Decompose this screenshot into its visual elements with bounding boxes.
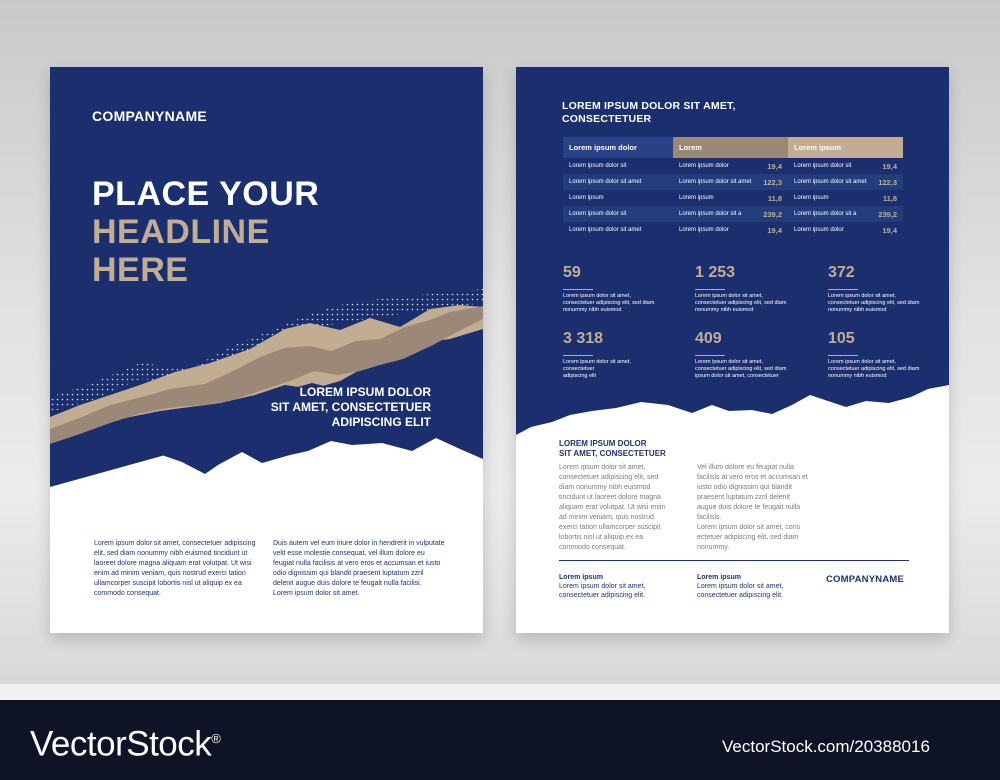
stat-block [563,330,658,380]
stat-block [695,330,790,380]
stat-block [695,264,790,314]
inner-title [562,100,736,126]
table-header-cell: Lorem ipsum [788,137,903,158]
table-value: 11,8 [882,193,897,203]
front-subheading-line: ADIPISCING ELIT [331,415,431,429]
stat-text: consectetuer adipiscing elit, sed diam [828,366,920,372]
stat-text: consectetuer adipiscing elit, sed diam [695,366,787,372]
stat-value: 59 [563,264,581,281]
body-text-line: delenit augue duis dolore te feugait nulla facilisi. [273,580,422,587]
brand-name: VectorStock [30,724,212,764]
body-text-line: nonummy. [697,544,730,551]
footer-text: Lorem ipsum dolor sit amet, [697,583,784,590]
table-header-row [563,137,903,158]
body-text-line: exerci tation ullamcorper suscipit [559,524,661,531]
inner-subheading [559,439,666,459]
table-cell: Lorem ipsum dolor sit amet [569,227,642,233]
stat-divider [828,355,858,356]
stat-block [563,264,658,314]
inner-subheading-line: LOREM IPSUM DOLOR [559,439,647,448]
body-text-line: Duis autem vel eum iriure dolor in hendrerit in vulputate [273,540,445,547]
table-cell: Lorem ipsum [569,195,604,201]
body-text-line: commodo consequat. [559,544,626,551]
inner-text-column-1 [559,463,689,553]
inner-subheading-line: SIT AMET, CONSECTETUER [559,449,666,458]
table-cell: Lorem ipsum [679,195,714,201]
table-cell: Lorem ipsum dolor sit a [788,206,873,222]
stat-value: 105 [828,330,855,347]
stat-text: consectetuer adipiscing elit, sed diam [563,300,655,306]
stat-block [828,330,923,380]
table-value: 122,3 [758,174,788,190]
body-text-line: consectetuer adipiscing elit, sed [559,474,659,481]
image-id: VectorStock.com/20388016 [722,737,930,756]
stat-text: Lorem ipsum dolor sit amet, [828,293,896,299]
footer-company-name: COMPANYNAME [826,574,905,585]
stat-divider [695,289,725,290]
body-text-line: iusto odio dignissim qui blandit [697,484,792,491]
stat-text: nonummy nibh euismod [828,373,887,379]
headline-line-1: PLACE YOUR [92,175,320,213]
stat-text: Lorem ipsum dolor sit amet, [828,359,896,365]
inner-title-line: LOREM IPSUM DOLOR SIT AMET, [562,100,736,112]
table-row [563,206,903,222]
footer-text: consectetuer adipiscing elit. [697,592,783,599]
front-subheading-line: SIT AMET, CONSECTETUER [270,400,431,414]
table-row [563,174,903,190]
table-cell: Lorem ipsum dolor sit [569,163,627,169]
stat-text: adipiscing elit [563,373,597,379]
body-text-line: feugiat nulla facilisis at vero eros et accumsan et iusto [273,560,441,567]
inner-text-column-2 [697,463,827,553]
table-value: 19,4 [767,225,782,235]
brand-logo [30,719,220,765]
body-text-line: odio dignissim qui blandit praesent luptatum zzril [273,570,424,577]
body-text-line: facilisis at vero eros et accumsan et [697,474,808,481]
body-text-line: commodo consequat. [94,590,161,597]
body-text-line: velit esse molestie consequat, vel illum dolore eu [273,550,425,557]
body-text-line: diam nonummy nibh euismod [559,484,651,491]
table-row [563,222,903,238]
stat-text: nonummy nibh euismod [695,307,754,313]
front-subheading-line: LOREM IPSUM DOLOR [299,385,431,399]
table-cell: Lorem ipsum dolor [679,227,729,233]
body-text-line: Vel illum dolore eu feugiat nulla [697,464,794,471]
body-text-line: lobortis nisl ut aliquip ex ea [559,534,644,541]
backdrop-floor [0,684,1000,700]
stat-value: 372 [828,264,855,281]
table-cell: Lorem ipsum [794,195,829,201]
front-subheading [231,385,431,430]
footer-column-1 [559,573,645,600]
stat-text: Lorem ipsum dolor sit amet, [695,293,763,299]
body-text-line: praesent luptatum zzril delenit [697,494,790,501]
table-cell: Lorem ipsum dolor [679,163,729,169]
table-cell: Lorem ipsum dolor sit [563,206,673,222]
inner-title-line: CONSECTETUER [562,113,652,125]
table-cell: Lorem ipsum dolor [794,227,844,233]
stat-divider [563,289,593,290]
stat-text: consectetuer adipiscing elit, sed diam [828,300,920,306]
footer-divider [559,560,909,561]
stat-value: 3 318 [563,330,604,347]
stat-divider [828,289,858,290]
table-cell: Lorem ipsum dolor sit [794,163,852,169]
stat-block [828,264,923,314]
footer-column-2 [697,573,783,600]
stat-value: 409 [695,330,722,347]
stat-divider [563,355,593,356]
table-value: 11,8 [767,193,782,203]
stat-text: consectetuer adipiscing elit, sed diam [695,300,787,306]
body-text-line: Lorem ipsum dolor sit amet, [559,464,646,471]
body-text-line: ad minim veniam, quis nostrud [559,514,654,521]
table-cell: Lorem ipsum dolor sit amet [563,174,673,190]
body-text-line: ectetuer adipiscing elit, sed diam [697,534,799,541]
front-text-column-2 [273,539,453,599]
table-cell: Lorem ipsum dolor sit amet [788,174,873,190]
brochure-front-page [50,67,483,633]
body-text-line: tincidunt ut laoreet dolore magna [559,494,661,501]
table-value: 122,3 [873,174,903,190]
table-value: 19,4 [882,161,897,171]
body-text-line: augue duis dolore te feugait nulla [697,504,801,511]
stat-text: ipsum dolor sit amet, consectetuer [695,373,779,379]
stat-text: Lorem ipsum dolor sit amet, [695,359,763,365]
brochure-inner-page [516,67,949,633]
headline-line-3: HERE [92,251,189,289]
table-value: 239,2 [873,206,903,222]
front-text-column-1 [94,539,264,599]
stat-text: nonummy nibh euismod [563,307,622,313]
table-cell: Lorem ipsum dolor sit amet [673,174,758,190]
body-text-line: Lorem ipsum dolor sit amet. [273,590,360,597]
table-header-cell: Lorem ipsum dolor [563,137,673,158]
body-text-line: Lorem ipsum dolor sit amet, cons [697,524,801,531]
footer-label: Lorem ipsum [697,574,741,581]
headline-line-2: HEADLINE [92,213,270,251]
table-value: 19,4 [882,225,897,235]
stat-text: Lorem ipsum dolor sit amet, consectetuer [563,359,631,372]
table-value: 19,4 [767,161,782,171]
footer-text: consectetuer adipiscing elit. [559,592,645,599]
body-text-line: laoreet dolore magna aliquam erat volutpat. Ut wisi [94,560,252,567]
table-cell: Lorem ipsum dolor sit a [673,206,758,222]
body-text-line: enim ad minim veniam, quis nostrud exerci tation [94,570,246,577]
table-row [563,190,903,206]
stat-text: Lorem ipsum dolor sit amet, [563,293,631,299]
registered-mark: ® [211,731,221,746]
footer-text: Lorem ipsum dolor sit amet, [559,583,646,590]
body-text-line: elit, sed diam nonummy nibh euismod tincidunt ut [94,550,248,557]
body-text-line: facilisis. [697,514,722,521]
stat-text: nonummy nibh euismod [828,307,887,313]
table-value: 239,2 [758,206,788,222]
table-row [563,158,903,174]
footer-label: Lorem ipsum [559,574,603,581]
table-header-cell: Lorem [673,137,788,158]
stat-value: 1 253 [695,264,736,281]
body-text-line: ullamcorper suscipit lobortis nisl ut aliquip ex ea [94,580,242,587]
company-name: COMPANYNAME [92,108,208,124]
body-text-line: aliquam erat volutpat. Ut wisi enim [559,504,666,511]
stat-divider [695,355,725,356]
data-table [563,137,903,238]
body-text-line: Lorem ipsum dolor sit amet, consectetuer adipiscing [94,540,256,547]
